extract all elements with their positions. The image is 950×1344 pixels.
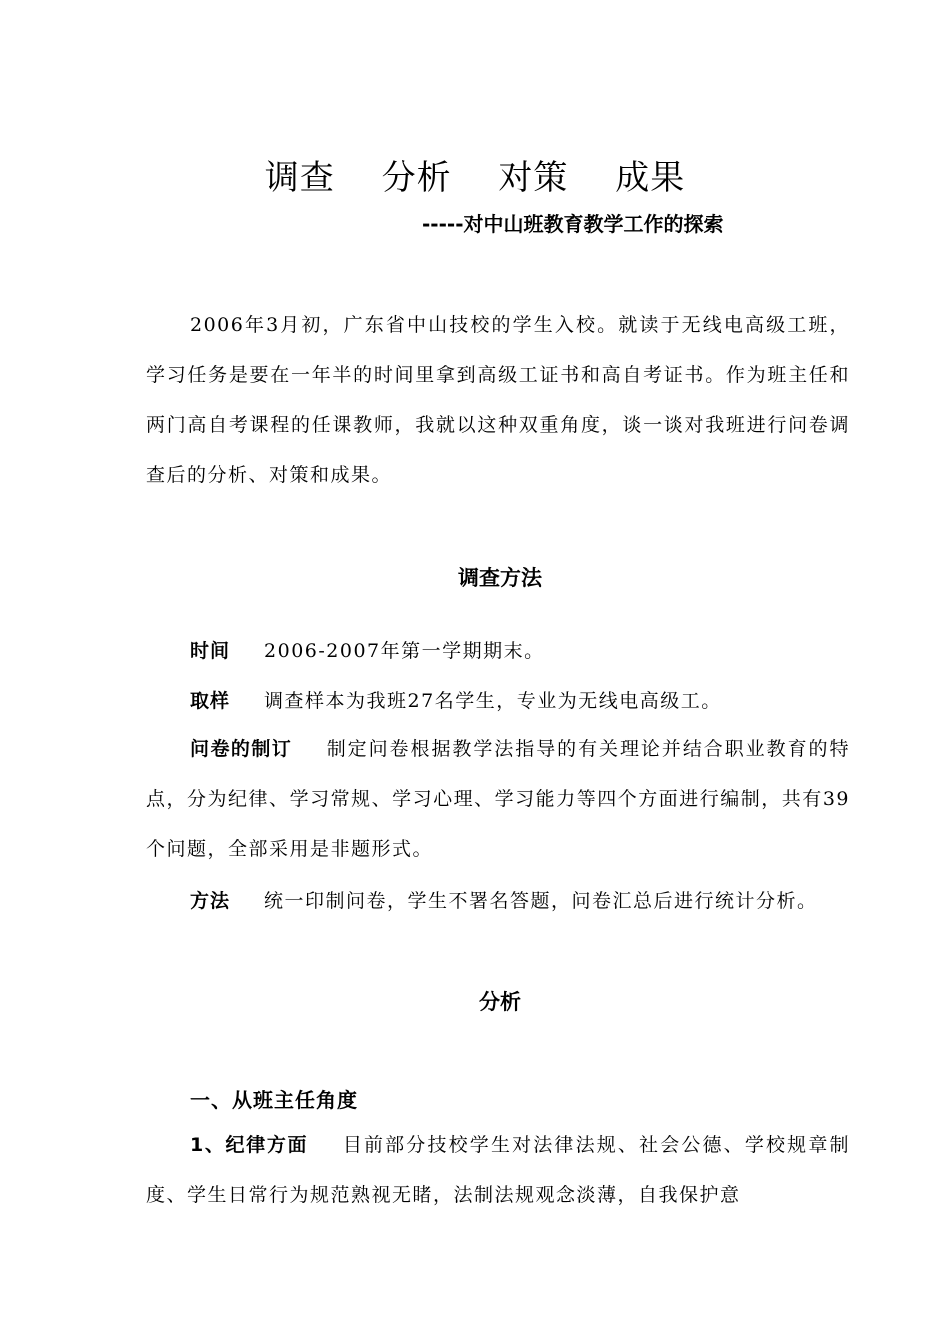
method-time-line bbox=[190, 636, 545, 663]
method-design-paragraph bbox=[146, 724, 850, 874]
intro-paragraph: 2006年3月初，广东省中山技校的学生入校。就读于无线电高级工班，学习任务是要在一年半的时间里拿到高级工证书和高自考证书。作为班主任和两门高自考课程的任课教师，我就以这种双重角度，谈一谈对我班进行问卷调查后的分析、对策和成果。 bbox=[146, 314, 850, 486]
document-title: 调查 分析 对策 成果 bbox=[264, 158, 686, 198]
method-sample-line bbox=[190, 686, 722, 713]
sub-heading-teacher: 一、从班主任角度 bbox=[190, 1088, 358, 1112]
method-time-label: 时间 bbox=[190, 640, 231, 662]
method-time-text: 2006-2007年第一学期期末。 bbox=[264, 640, 545, 662]
discipline-paragraph bbox=[146, 1120, 850, 1220]
method-sample-text: 调查样本为我班27名学生，专业为无线电高级工。 bbox=[264, 690, 722, 712]
method-way-line bbox=[190, 886, 818, 913]
discipline-text: 目前部分技校学生对法律法规、社会公德、学校规章制度、学生日常行为规范熟视无睹，法制法规观念淡薄，自我保护意 bbox=[146, 1134, 850, 1206]
discipline-label: 1、纪律方面 bbox=[190, 1134, 309, 1156]
method-design-text: 制定问卷根据教学法指导的有关理论并结合职业教育的特点，分为纪律、学习常规、学习心理、学习能力等四个方面进行编制，共有39个问题，全部采用是非题形式。 bbox=[146, 738, 850, 860]
method-way-label: 方法 bbox=[190, 890, 231, 912]
method-way-text: 统一印制问卷，学生不署名答题，问卷汇总后进行统计分析。 bbox=[264, 890, 818, 912]
method-sample-label: 取样 bbox=[190, 690, 231, 712]
section-heading-method: 调查方法 bbox=[458, 566, 542, 590]
section-heading-analysis: 分析 bbox=[479, 990, 521, 1014]
document-subtitle: -----对中山班教育教学工作的探索 bbox=[422, 212, 724, 236]
method-design-label: 问卷的制订 bbox=[190, 738, 293, 760]
